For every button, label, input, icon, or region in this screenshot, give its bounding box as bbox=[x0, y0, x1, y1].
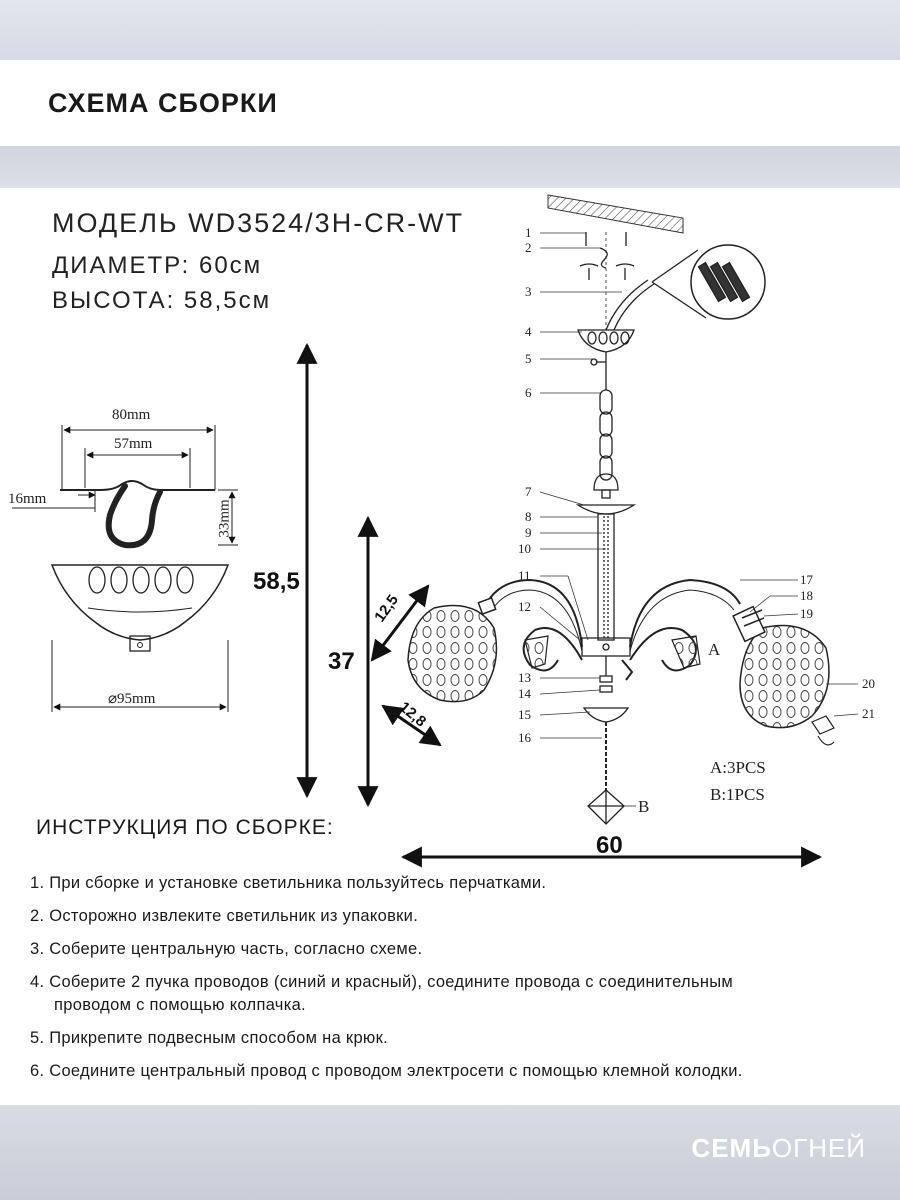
side-decor bbox=[525, 636, 700, 668]
dimension-body-height: 37 bbox=[328, 648, 355, 675]
instruction-item: 6. Соедините центральный провод с проводом электросети с помощью клемной колодки. bbox=[30, 1062, 743, 1080]
canopy-width-inner: 57mm bbox=[114, 436, 153, 452]
part-number: 6 bbox=[525, 385, 532, 400]
part-number: 9 bbox=[525, 525, 532, 540]
part-number: 5 bbox=[525, 351, 532, 366]
canopy-offset: 16mm bbox=[8, 491, 47, 507]
part-number: 2 bbox=[525, 240, 532, 255]
part-number: 10 bbox=[518, 541, 531, 556]
part-number: 3 bbox=[525, 284, 532, 299]
model-height: ВЫСОТА: 58,5см bbox=[52, 287, 272, 314]
part-number: 12 bbox=[518, 599, 531, 614]
model-name: МОДЕЛЬ WD3524/3H-CR-WT bbox=[52, 208, 465, 238]
model-diameter: ДИАМЕТР: 60см bbox=[52, 252, 263, 279]
part-number: 13 bbox=[518, 670, 531, 685]
instruction-item: 5. Прикрепите подвесным способом на крюк. bbox=[30, 1029, 389, 1047]
instructions-title: ИНСТРУКЦИЯ ПО СБОРКЕ: bbox=[36, 816, 334, 839]
part-number: 7 bbox=[525, 484, 532, 499]
instructions-list bbox=[30, 872, 870, 1093]
legend-a: A:3PCS bbox=[710, 758, 766, 777]
shade-label: A bbox=[708, 640, 721, 659]
instruction-item: 1. При сборке и установке светильника пользуйтесь перчатками. bbox=[30, 874, 547, 892]
part-number: 21 bbox=[862, 706, 875, 721]
lamp-arms bbox=[486, 580, 740, 680]
part-number: 18 bbox=[800, 588, 813, 603]
brand-thin: ОГНЕЙ bbox=[771, 1133, 866, 1163]
part-number: 16 bbox=[518, 730, 531, 745]
dimension-total-height: 58,5 bbox=[253, 568, 300, 595]
mounting-parts bbox=[580, 232, 634, 330]
bulb-detail bbox=[812, 716, 834, 745]
instruction-item: 3. Соберите центральную часть, согласно схеме. bbox=[30, 940, 423, 958]
shade-right bbox=[733, 607, 829, 728]
part-number: 14 bbox=[518, 686, 531, 701]
part-number: 1 bbox=[525, 225, 532, 240]
canopy-width-outer: 80mm bbox=[112, 407, 151, 423]
canopy-diameter: ⌀95mm bbox=[108, 691, 156, 707]
instruction-item-continued: проводом с помощью колпачка. bbox=[54, 996, 306, 1014]
brand-logo bbox=[691, 1133, 866, 1164]
legend-b: B:1PCS bbox=[710, 785, 765, 804]
brand-bold: СЕМЬ bbox=[691, 1133, 772, 1163]
instruction-item: 2. Осторожно извлеките светильник из упаковки. bbox=[30, 907, 419, 925]
part-leaders bbox=[540, 233, 858, 806]
part-numbers bbox=[518, 225, 875, 816]
part-number: 11 bbox=[518, 568, 531, 583]
dimension-width: 60 bbox=[596, 832, 623, 859]
dimension-shade-b: 12,8 bbox=[395, 698, 430, 731]
canopy-detail bbox=[12, 425, 238, 712]
instruction-item: 4. Соберите 2 пучка проводов (синий и красный), соедините провода с соединительным bbox=[30, 973, 734, 991]
part-number: 19 bbox=[800, 606, 813, 621]
part-number: 17 bbox=[800, 572, 813, 587]
ceiling bbox=[548, 195, 683, 233]
part-number: 8 bbox=[525, 509, 532, 524]
wire-connector-detail bbox=[606, 245, 765, 330]
crystal-label: B bbox=[638, 797, 650, 816]
central-column bbox=[578, 330, 634, 824]
part-number: 15 bbox=[518, 707, 531, 722]
shade-left bbox=[408, 598, 496, 702]
dimension-shade-a: 12,5 bbox=[371, 591, 402, 626]
canopy-hook-height: 33mm bbox=[216, 499, 233, 538]
page-title: СХЕМА СБОРКИ bbox=[48, 88, 278, 118]
part-number: 20 bbox=[862, 676, 875, 691]
part-number: 4 bbox=[525, 324, 532, 339]
